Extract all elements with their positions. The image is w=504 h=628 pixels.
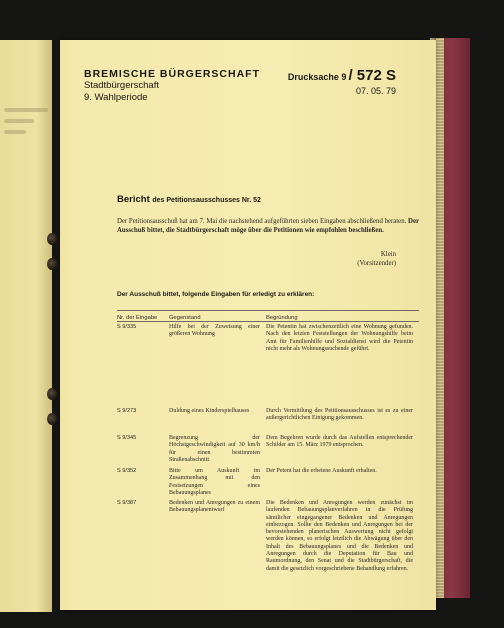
table-row [117,435,419,464]
intro-text: Der Petitionsausschuß hat am 7. Mai die nachstehend aufgeführten sieben Eingaben abschließend beraten. [117,218,409,225]
declaration-line: Der Ausschuß bittet, folgende Eingaben für erledigt zu erklären: [117,291,315,298]
petition-number: S 9/335 [117,324,137,330]
punch-hole [47,258,57,270]
petition-subject: Bedenken und Anregungen zu einem Bebauungsplanentwurf [169,500,260,514]
signature-role: (Vorsitzender) [357,260,396,267]
petition-number: S 9/387 [117,500,137,506]
document-id-block [288,68,396,98]
document-header [84,68,260,104]
table-row [117,468,419,497]
petition-reason: Dem Begehren wurde durch das Aufstellen entsprechender Schilder am 15. März 1979 entsprochen. [266,435,413,449]
petition-subject: Bitte um Auskunft im Zusammenhang mit den Festsetzungen eines Bebauungsplanes [169,468,260,496]
signature-name: Klein [380,251,396,258]
intro-paragraph [117,217,419,235]
signature-block [300,250,396,268]
petition-number: S 9/352 [117,468,137,474]
page-stack-edge [436,38,444,598]
petition-number: S 9/345 [117,435,137,441]
column-header-number: Nr. der Eingabe [117,315,158,321]
petition-reason: Durch Vermittlung des Petitionsausschusses ist es zu einer außergerichtlichen Einigung gekommen. [266,408,413,422]
petition-subject: Begrenzung der Höchstgeschwindigkeit auf 30 km/h für einen bestimmten Straßenabschnitt [169,435,260,463]
intro-request: Der Ausschuß bittet, die Stadtbürgerschaft möge über die Petitionen wie empfohlen beschließen. [117,218,419,234]
petition-number: S 9/273 [117,408,137,414]
column-header-subject: Gegenstand [169,315,201,321]
document-page [60,40,436,610]
report-title-main: Bericht [117,194,150,205]
report-title [117,194,261,205]
left-page-ghost-text [4,108,48,148]
organisation-name: BREMISCHE BÜRGERSCHAFT [84,68,261,80]
table-row [117,500,419,573]
petition-subject: Hilfe bei der Zuweisung einer größeren Wohnung [169,324,260,338]
table-row [117,324,419,353]
report-subtitle: des Petitionsausschusses Nr. 52 [152,197,261,204]
punch-hole [47,388,57,400]
petition-table [117,310,419,572]
petition-reason: Der Petent hat die erbetene Auskunft erhalten. [266,468,377,474]
column-header-reason: Begründung [266,315,298,321]
table-row [117,408,419,423]
petition-subject: Duldung eines Kinderspielhauses [169,408,250,414]
table-header [117,310,419,322]
legislative-period: 9. Wahlperiode [84,92,148,103]
punch-hole [47,233,57,245]
punch-hole [47,413,57,425]
drucksache-number [288,68,396,85]
petition-reason: Die Bedenken und Anregungen werden zunächst im laufenden Bebauungsplanverfahren in die Prüfung sämtlicher eingegangener Bedenken und Anregungen einbezogen. Sollte den Bedenken und Anregungen bei der bevorstehenden planerischen Auswertung nicht gefolgt werden können, so erfolgt letztlich die Abwägung über den Inhalt des Bebauungsplanes und die Bedenken und Anregungen durch die Deputation für Bau und Raumordnung, den Senat und die Stadtbürgerschaft, die damit die gesetzlich vorgeschriebene Behandlung erfahren. [266,500,413,572]
document-date: 07. 05. 79 [355,86,396,96]
petition-reason: Die Petentin hat zwischenzeitlich eine Wohnung gefunden. Nach den letzten Feststellungen der Wohnungshilfe beim Amt für Familienhilfe und Sozialdienst wird die Petentin nicht mehr als Wohnungssuchende geführt. [266,324,413,352]
drucksache-label: Drucksache 9 [287,72,347,82]
parliament-name: Stadtbürgerschaft [84,80,159,91]
left-page-edge [0,40,52,612]
drucksache-value: / 572 S [348,67,396,84]
